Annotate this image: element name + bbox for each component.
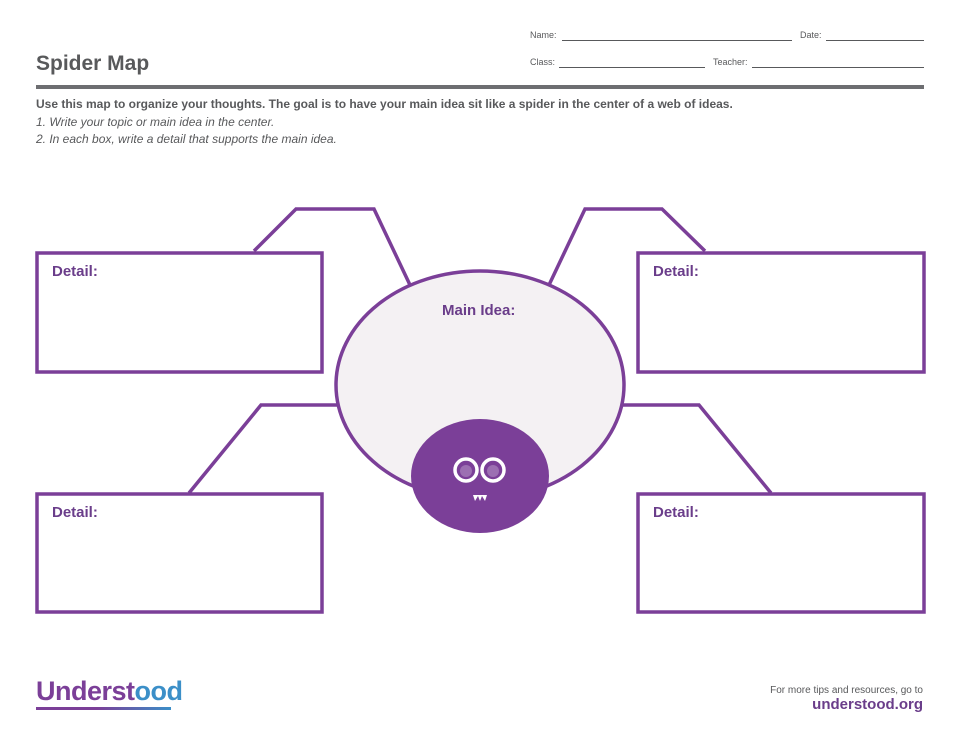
spider-face-icon	[411, 419, 549, 533]
detail-label-bottom-left: Detail:	[52, 504, 98, 521]
logo-underline	[36, 707, 171, 710]
footer-url-link[interactable]: understood.org	[812, 696, 923, 713]
spider-leg-top-left	[254, 209, 410, 285]
date-label: Date:	[800, 30, 822, 40]
class-label: Class:	[530, 57, 556, 67]
page-title: Spider Map	[36, 52, 150, 75]
spider-leg-bottom-right	[622, 405, 771, 493]
spider-leg-bottom-left	[189, 405, 337, 493]
teacher-label: Teacher:	[713, 57, 748, 67]
main-idea-label: Main Idea:	[442, 302, 516, 319]
detail-label-bottom-right: Detail:	[653, 504, 699, 521]
instructions-main: Use this map to organize your thoughts. The goal is to have your main idea sit like a spider in the center of a web of ideas.	[36, 97, 733, 111]
footer-tip: For more tips and resources, go to	[770, 685, 923, 696]
understood-logo: Understood	[36, 676, 183, 706]
detail-label-top-left: Detail:	[52, 263, 98, 280]
instructions-step-1: 1. Write your topic or main idea in the center.	[36, 115, 275, 129]
detail-label-top-right: Detail:	[653, 263, 699, 280]
instructions-step-2: 2. In each box, write a detail that supports the main idea.	[36, 132, 337, 146]
name-label: Name:	[530, 30, 557, 40]
